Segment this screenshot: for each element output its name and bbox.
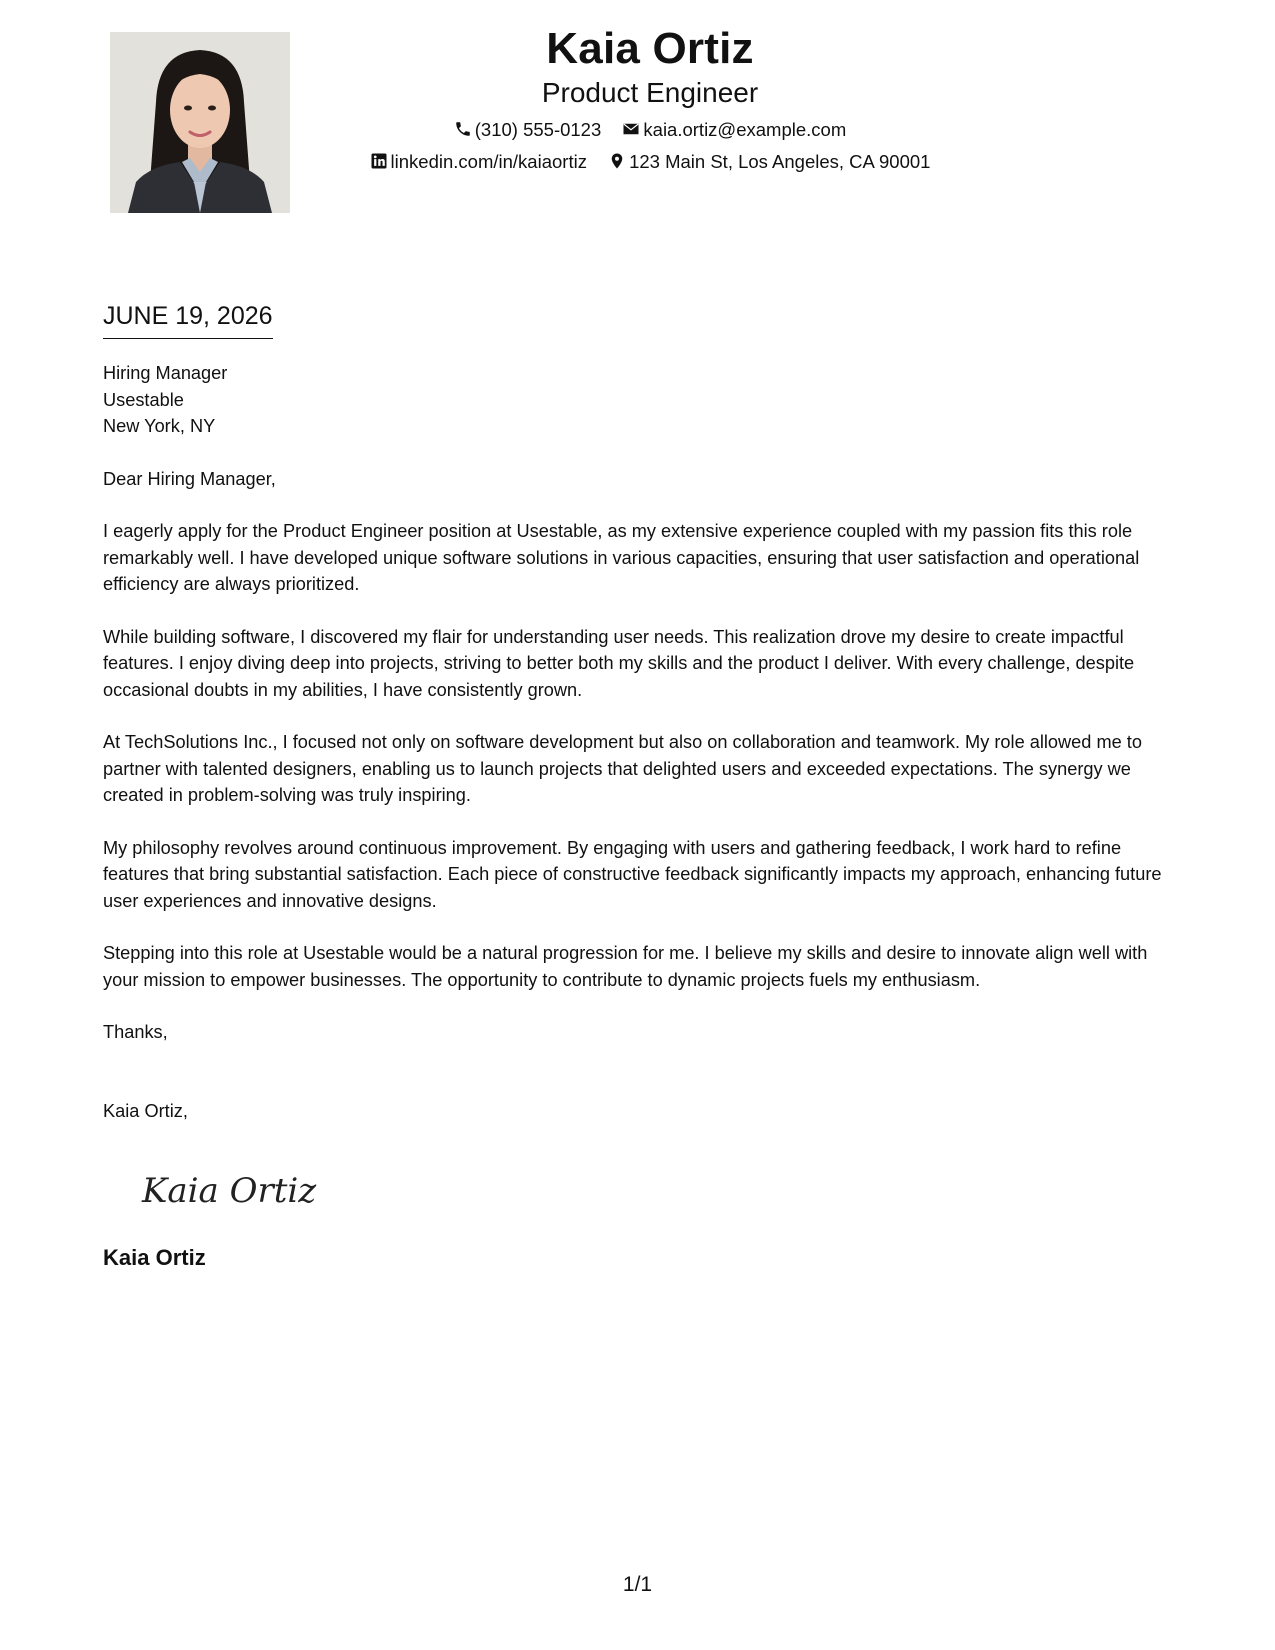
page-indicator: 1/1 (622, 1573, 653, 1596)
profile-photo (110, 32, 290, 213)
handwritten-signature (140, 1158, 340, 1220)
recipient-block (103, 360, 1175, 440)
address-text: 123 Main St, Los Angeles, CA 90001 (629, 151, 931, 172)
closing: Thanks, (103, 1022, 168, 1042)
contact-row-primary (300, 114, 1000, 146)
profile-photo-image (110, 32, 290, 213)
recipient-location: New York, NY (103, 416, 216, 436)
contact-email[interactable] (622, 114, 846, 146)
body-paragraph: While building software, I discovered my flair for understanding user needs. This realization drove my desire to create impactful features. I enjoy diving deep into projects, striving to better both my skills and the product I deliver. With every challenge, despite occasional doubts in my abilities, I have consistently grown. (103, 626, 1135, 700)
envelope-icon (622, 120, 640, 138)
salutation: Dear Hiring Manager, (103, 468, 276, 489)
contact-linkedin[interactable] (370, 146, 587, 178)
contact-phone[interactable] (454, 114, 602, 146)
letter-header (300, 22, 1000, 178)
letter-body (103, 360, 1175, 1150)
body-paragraph: I eagerly apply for the Product Engineer position at Usestable, as my extensive experience coupled with my passion fits this role remarkably well. I have developed unique software solutions in various capacities, ensuring that user satisfaction and operational efficiency are always prioritized. (103, 521, 1140, 594)
map-pin-icon (608, 152, 626, 170)
linkedin-text: linkedin.com/in/kaiaortiz (390, 151, 587, 172)
phone-text: (310) 555-0123 (474, 119, 602, 140)
body-paragraph: Stepping into this role at Usestable would be a natural progression for me. I believe my skills and desire to innovate align well with your mission to empower businesses. The opportunity to contribute to dynamic projects fuels my enthusiasm. (103, 943, 1148, 990)
contact-address (608, 146, 930, 178)
signoff: Kaia Ortiz, (103, 1100, 188, 1121)
contact-row-secondary (300, 146, 1000, 178)
phone-icon (454, 120, 472, 138)
linkedin-icon (370, 152, 388, 170)
body-paragraph: At TechSolutions Inc., I focused not only on software development but also on collaboration and teamwork. My role allowed me to partner with talented designers, enabling us to launch projects that delighted users and exceeded expectations. The synergy we created in problem-solving was truly inspiring. (103, 732, 1142, 805)
letter-date: JUNE 19, 2026 (103, 300, 273, 339)
email-text: kaia.ortiz@example.com (643, 119, 847, 140)
body-paragraph: My philosophy revolves around continuous improvement. By engaging with users and gathering feedback, I work hard to refine features that bring substantial satisfaction. Each piece of constructive feedback significantly impacts my approach, enhancing future user experiences and innovative designs. (103, 837, 1162, 911)
applicant-name: Kaia Ortiz (546, 24, 754, 73)
signer-name: Kaia Ortiz (103, 1245, 206, 1270)
recipient-name: Hiring Manager (103, 363, 228, 383)
signature-text: Kaia Ortiz (142, 1171, 317, 1211)
applicant-title: Product Engineer (541, 77, 759, 108)
recipient-company: Usestable (103, 389, 184, 410)
